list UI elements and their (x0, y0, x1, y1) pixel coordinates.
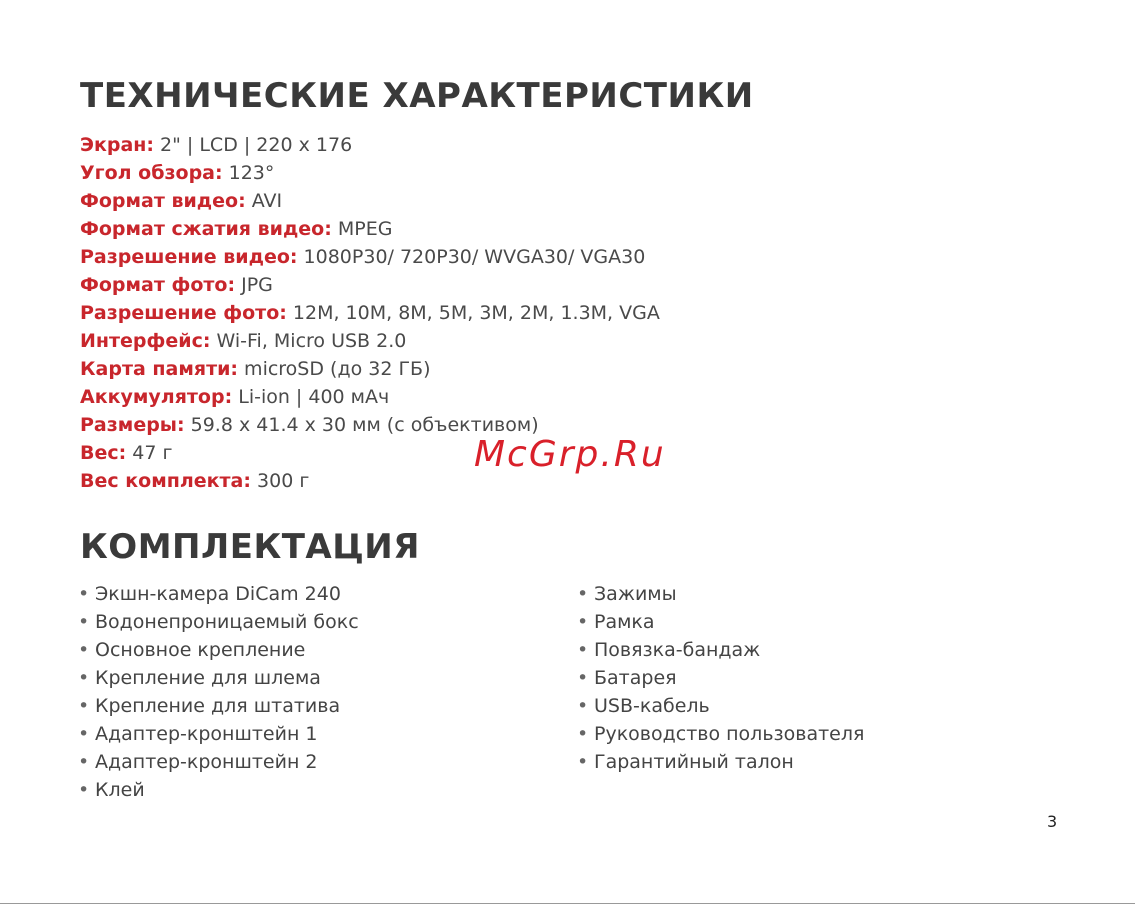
kit-item-label: Клей (95, 779, 145, 801)
kit-item-label: Руководство пользователя (594, 723, 865, 745)
bullet-icon: • (78, 639, 90, 661)
kit-item (78, 580, 359, 608)
bullet-icon: • (577, 751, 589, 773)
spec-label: Вес: (80, 442, 127, 464)
bullet-icon: • (78, 723, 90, 745)
kit-list-left (78, 580, 359, 804)
bullet-icon: • (577, 639, 589, 661)
spec-item-screen (80, 131, 660, 159)
kit-item-label: Рамка (594, 611, 655, 633)
bullet-icon: • (78, 751, 90, 773)
spec-value: 1080P30/ 720P30/ WVGA30/ VGA30 (297, 246, 646, 268)
kit-item (78, 636, 359, 664)
bullet-icon: • (577, 723, 589, 745)
spec-item-battery (80, 383, 660, 411)
spec-item-photo-format (80, 271, 660, 299)
spec-label: Интерфейс: (80, 330, 211, 352)
spec-label: Угол обзора: (80, 162, 223, 184)
spec-value: AVI (245, 190, 283, 212)
spec-label: Формат фото: (80, 274, 236, 296)
spec-value: JPG (235, 274, 273, 296)
spec-item-interface (80, 327, 660, 355)
bullet-icon: • (577, 667, 589, 689)
kit-item-label: Водонепроницаемый бокс (95, 611, 359, 633)
kit-item-label: USB-кабель (594, 695, 710, 717)
kit-item (577, 664, 864, 692)
bullet-icon: • (577, 695, 589, 717)
spec-value: MPEG (331, 218, 393, 240)
kit-item-label: Повязка-бандаж (594, 639, 761, 661)
kit-item (577, 636, 864, 664)
kit-item (78, 692, 359, 720)
spec-label: Вес комплекта: (80, 470, 251, 492)
spec-value: Li-ion | 400 мАч (232, 386, 390, 408)
kit-item-label: Крепление для шлема (95, 667, 321, 689)
spec-value: Wi-Fi, Micro USB 2.0 (210, 330, 407, 352)
kit-item-label: Зажимы (594, 583, 677, 605)
spec-value: 47 г (126, 442, 173, 464)
spec-label: Формат сжатия видео: (80, 218, 332, 240)
bullet-icon: • (78, 583, 90, 605)
spec-value: 123° (222, 162, 275, 184)
spec-item-video-compression (80, 215, 660, 243)
spec-value: 59.8 x 41.4 x 30 мм (с объективом) (184, 414, 539, 436)
bullet-icon: • (577, 583, 589, 605)
kit-item-label: Основное крепление (95, 639, 306, 661)
spec-label: Экран: (80, 134, 154, 156)
kit-item-label: Гарантийный талон (594, 751, 794, 773)
kit-item-label: Крепление для штатива (95, 695, 341, 717)
kit-item (78, 748, 359, 776)
kit-list-right (577, 580, 864, 776)
bullet-icon: • (577, 611, 589, 633)
spec-item-memory-card (80, 355, 660, 383)
spec-item-video-resolution (80, 243, 660, 271)
bullet-icon: • (78, 695, 90, 717)
kit-item (78, 776, 359, 804)
kit-item (577, 692, 864, 720)
spec-label: Разрешение фото: (80, 302, 287, 324)
spec-label: Разрешение видео: (80, 246, 298, 268)
spec-label: Карта памяти: (80, 358, 239, 380)
watermark: McGrp.Ru (474, 434, 666, 475)
kit-item-label: Батарея (594, 667, 677, 689)
bullet-icon: • (78, 611, 90, 633)
kit-item-label: Адаптер-кронштейн 1 (95, 723, 318, 745)
spec-label: Формат видео: (80, 190, 246, 212)
kit-item-label: Адаптер-кронштейн 2 (95, 751, 318, 773)
specs-heading: ТЕХНИЧЕСКИЕ ХАРАКТЕРИСТИКИ (80, 76, 754, 116)
bullet-icon: • (78, 779, 90, 801)
kit-item-label: Экшн-камера DiCam 240 (95, 583, 341, 605)
kit-item (577, 608, 864, 636)
spec-item-photo-resolution (80, 299, 660, 327)
kit-item (577, 580, 864, 608)
spec-value: microSD (до 32 ГБ) (238, 358, 431, 380)
bullet-icon: • (78, 667, 90, 689)
spec-label: Размеры: (80, 414, 185, 436)
spec-value: 2" | LCD | 220 x 176 (154, 134, 353, 156)
spec-label: Аккумулятор: (80, 386, 233, 408)
kit-heading: КОМПЛЕКТАЦИЯ (80, 527, 420, 567)
kit-item (577, 720, 864, 748)
kit-item (577, 748, 864, 776)
kit-item (78, 608, 359, 636)
bottom-divider (0, 903, 1135, 904)
page-number: 3 (1047, 812, 1058, 831)
kit-item (78, 720, 359, 748)
spec-value: 12M, 10M, 8M, 5M, 3M, 2M, 1.3M, VGA (286, 302, 660, 324)
spec-value: 300 г (250, 470, 310, 492)
spec-item-view-angle (80, 159, 660, 187)
spec-item-video-format (80, 187, 660, 215)
kit-item (78, 664, 359, 692)
